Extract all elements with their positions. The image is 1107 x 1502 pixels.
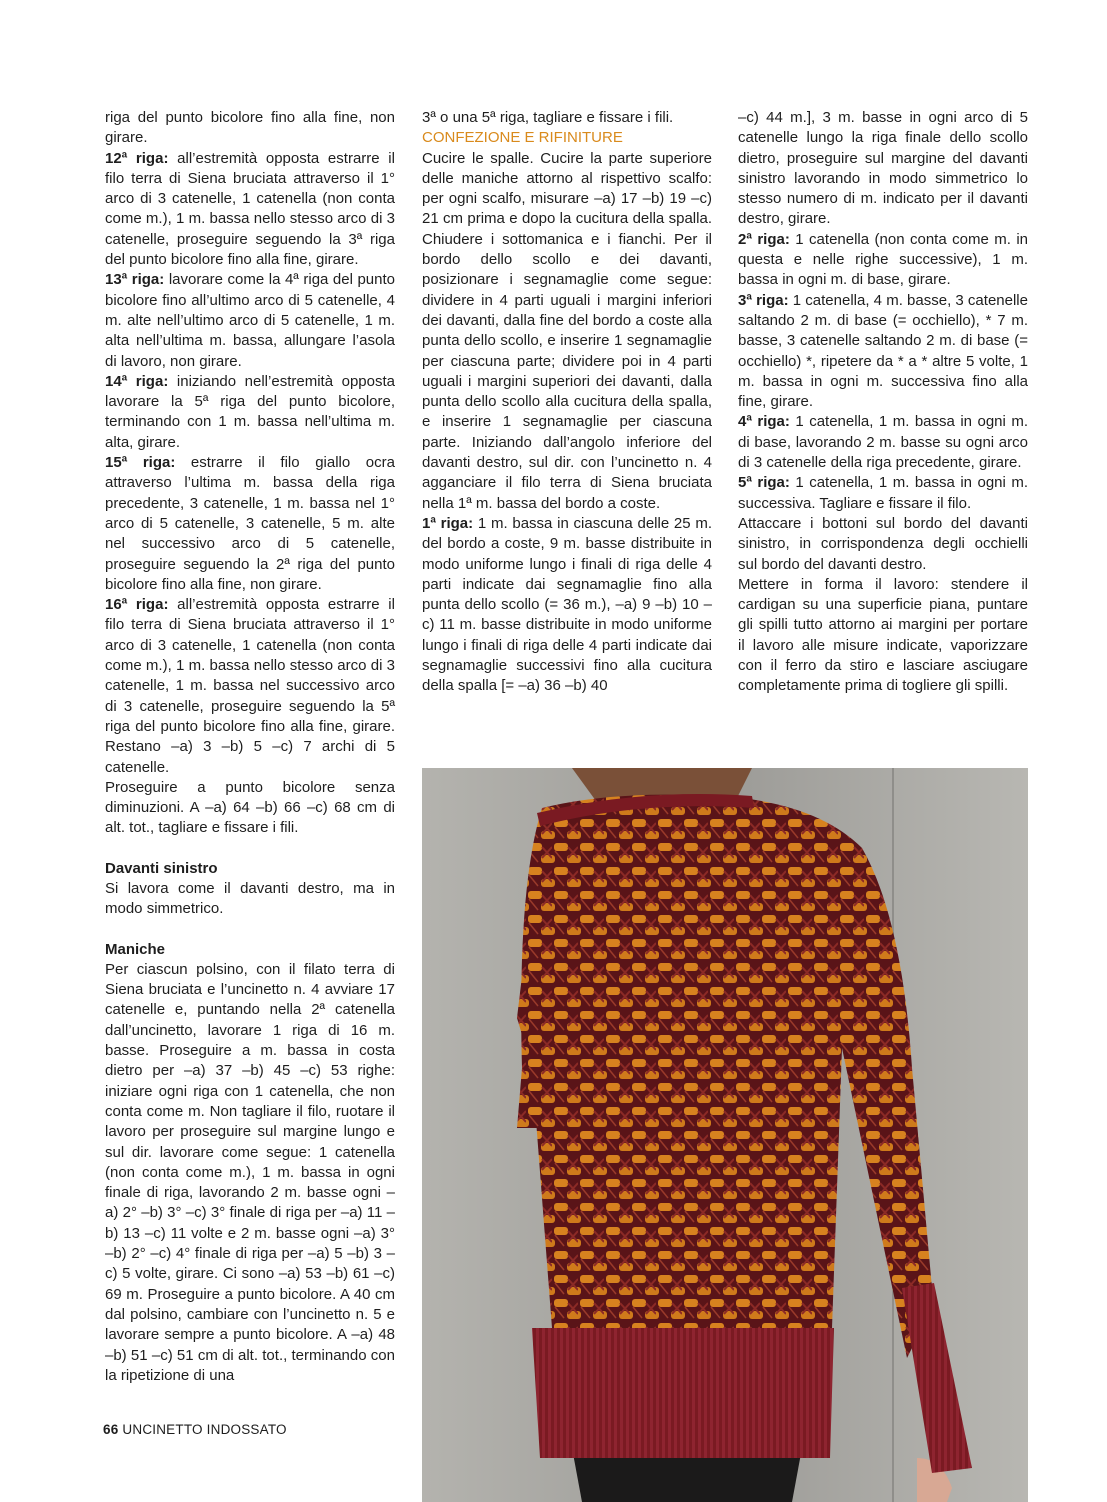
col3-paragraph — [738, 291, 1028, 413]
row-heading: 5ª riga: — [738, 474, 790, 492]
col2-top-text: 3ª o una 5ª riga, tagliare e fissare i fili. — [422, 109, 674, 126]
col3-paragraph — [738, 230, 1028, 291]
col3-paragraph — [738, 575, 1028, 697]
col3-paragraph — [738, 514, 1028, 575]
col1-paragraph — [105, 778, 395, 839]
text-column-1 — [105, 108, 395, 1386]
page-footer — [103, 1422, 287, 1437]
row-heading: 4ª riga: — [738, 413, 790, 431]
davanti-text: Si lavora come il davanti destro, ma in modo simmetrico. — [105, 879, 395, 918]
section-title-confezione: CONFEZIONE E RIFINITURE — [422, 129, 623, 147]
col1-paragraph — [105, 372, 395, 453]
col1-paragraph — [105, 270, 395, 371]
section-title-davanti: Davanti sinistro — [105, 859, 218, 877]
row-heading: 2ª riga: — [738, 230, 790, 248]
row-heading: 16ª riga: — [105, 596, 169, 614]
col1-paragraph — [105, 595, 395, 778]
maniche-text: Per ciascun polsino, con il filato terra di Siena bruciata e l’uncinetto n. 4 avviare 17 catenelle e, puntando nella 2ª catenella dall’uncinetto, lavorare 1 riga di 16 m. basse. Proseguire a m. bassa in costa dietro per –a) 37 –b) 45 –c) 53 righe: iniziare ogni riga con 1 catenella, che non conta come m. Non tagliare il filo, ruotare il lavoro per proseguire sul margine lungo e sul dir. lavorare come segue: 1 catenella (non conta come m.), 1 m. bassa in ogni finale di riga, lavorando 2 m. basse ogni –a) 2° –b) 3° –c) 3° finale di riga per –a) 11 –b) 13 –c) 11 volte e 2 m. basse ogni –a) 3° –b) 2° –c) 4° finale di riga per –a) 5 –b) 3 –c) 5 volte, girare. Ci sono –a) 53 –b) 61 –c) 69 m. Proseguire a punto bicolore. A 40 cm dal polsino, cambiare con l’uncinetto n. 5 e lavorare sempre a punto bicolore. A –a) 48 –b) 51 –c) 51 cm di alt. tot., terminando con la ripetizione di una — [105, 960, 395, 1384]
text-column-3 — [738, 108, 1028, 697]
col3-paragraphs — [738, 108, 1028, 697]
col3-paragraph — [738, 412, 1028, 473]
section-title-maniche: Maniche — [105, 940, 166, 958]
riga1-text: 1 m. bassa in ciascuna delle 25 m. del bordo a coste, 9 m. basse distribuite in modo uniforme lungo i finali di riga delle 4 parti indicate dai segnamaglie fino alla punta dello scollo (= 36 m.), –a) 9 –b) 10 –c) 11 m. basse distribuite in modo uniforme lungo i finali di riga delle 4 parti indicate dai segnamaglie successivi fino alla cucitura della spalla [= –a) 36 –b) 40 — [422, 514, 712, 695]
riga1-head: 1ª riga: — [422, 514, 474, 532]
paragraph-text: 1 catenella, 1 m. bassa in ogni m. successiva. Tagliare e fissare il filo. — [738, 474, 1028, 512]
paragraph-text: Mettere in forma il lavoro: stendere il cardigan su una superficie piana, puntare gli spilli tutto attorno ai margini per portare il lavoro alle misure indicate, vaporizzare con il ferro da stiro e lasciare asciugare completamente prima di togliere gli spilli. — [738, 575, 1028, 695]
row-heading: 13ª riga: — [105, 271, 165, 289]
row-heading: 15ª riga: — [105, 454, 176, 472]
paragraph-text: 1 catenella, 4 m. basse, 3 catenelle saltando 2 m. di base (= occhiello), * 7 m. basse, 3 catenelle saltando 2 m. di base (= occhiello) *, ripetere da * a * altre 5 volte, 1 m. bassa in ogni m. successiva fino alla fine, girare. — [738, 291, 1028, 411]
row-heading: 14ª riga: — [105, 372, 169, 390]
confezione-text: Cucire le spalle. Cucire la parte superiore delle maniche attorno al rispettivo scalfo: per ogni scalfo, misurare –a) 17 –b) 19 –c) 21 cm prima e dopo la cucitura della spalla. Chiudere i sottomanica e i fianchi. Per il bordo dello scollo e dei davanti, posizionare i segnamaglie come segue: dividere in 4 parti uguali i margini inferiori dei davanti, dalla fine del bordo a coste alla punta dello scollo, e inserire 1 segnamaglie per ciascuna parte; dividere poi in 4 parti uguali i margini superiori dei davanti, dalla punta dello scollo alla cucitura della spalla, e inserire 1 segnamaglie per ciascuna parte. Iniziando dall’angolo inferiore del davanti destro, sul dir. con l’uncinetto n. 4 agganciare il filo terra di Siena bruciata nella 1ª m. bassa del bordo a coste. — [422, 149, 712, 512]
riga1-paragraph — [422, 514, 712, 697]
paragraph-text: riga del punto bicolore fino alla fine, non girare. — [105, 109, 395, 147]
col3-paragraph — [738, 473, 1028, 514]
paragraph-text: 1 catenella, 1 m. bassa in ogni m. di base, lavorando 2 m. basse su ogni arco di 3 catenelle della riga precedente, girare. — [738, 413, 1028, 472]
paragraph-text: estrarre il filo giallo ocra attraverso l’ultima m. bassa della riga precedente, 3 catenelle, 1 m. bassa nel 1° arco di 5 catenelle, 3 catenelle, 5 m. alte nel successivo arco di 5 catenelle, proseguire seguendo la 2ª riga del punto bicolore fino alla fine, non girare. — [105, 454, 395, 593]
paragraph-text: Proseguire a punto bicolore senza diminuzioni. A –a) 64 –b) 66 –c) 68 cm di alt. tot., tagliare e fissare i fili. — [105, 778, 395, 837]
paragraph-text: –c) 44 m.], 3 m. basse in ogni arco di 5 catenelle lungo la riga finale dello scollo dietro, proseguire sul margine del davanti sinistro lavorando in modo simmetrico lo stesso numero di m. indicato per il davanti destro, girare. — [738, 109, 1028, 228]
sweater-illustration — [422, 768, 1028, 1502]
row-heading: 12ª riga: — [105, 149, 169, 167]
col1-paragraph — [105, 453, 395, 595]
paragraph-text: all’estremità opposta estrarre il filo terra di Siena bruciata attraverso il 1° arco di 3 catenelle, 1 catenella (non conta come m.), 1 m. bassa nello stesso arco di 3 catenelle, 1 m. bassa nel successivo arco di 3 catenelle, proseguire seguendo la 5ª riga del punto bicolore fino alla fine, girare. Restano –a) 3 –b) 5 –c) 7 archi di 5 catenelle. — [105, 596, 395, 776]
paragraph-text: all’estremità opposta estrarre il filo terra di Siena bruciata attraverso il 1° arco di 3 catenelle, 1 catenella (non conta come m.), 1 m. bassa nello stesso arco di 3 catenelle, proseguire seguendo la 3ª riga del punto bicolore fino alla fine, girare. — [105, 149, 395, 269]
magazine-title: UNCINETTO INDOSSATO — [122, 1422, 287, 1437]
paragraph-text: 1 catenella (non conta come m. in questa e nelle righe successive), 1 m. bassa in ogni m. di base, girare. — [738, 230, 1028, 289]
paragraph-text: lavorare come la 4ª riga del punto bicolore fino all’ultimo arco di 5 catenelle, 4 m. alte nell’ultimo arco di 5 catenelle, 1 m. alta nell’ultima m. bassa, allungare l’asola di lavoro, non girare. — [105, 271, 395, 370]
row-heading: 3ª riga: — [738, 291, 789, 309]
col1-paragraphs — [105, 108, 395, 839]
col1-paragraph — [105, 108, 395, 149]
page-number: 66 — [103, 1422, 119, 1437]
col3-paragraph — [738, 108, 1028, 230]
paragraph-text: iniziando nell’estremità opposta lavorare la 5ª riga del punto bicolore, terminando con 1 m. bassa nell’ultima m. alta, girare. — [105, 372, 395, 451]
col1-paragraph — [105, 149, 395, 271]
sweater-photo — [422, 768, 1028, 1502]
paragraph-text: Attaccare i bottoni sul bordo del davanti sinistro, in corrispondenza degli occhielli sul bordo del davanti destro. — [738, 514, 1028, 573]
text-column-2 — [422, 108, 712, 697]
